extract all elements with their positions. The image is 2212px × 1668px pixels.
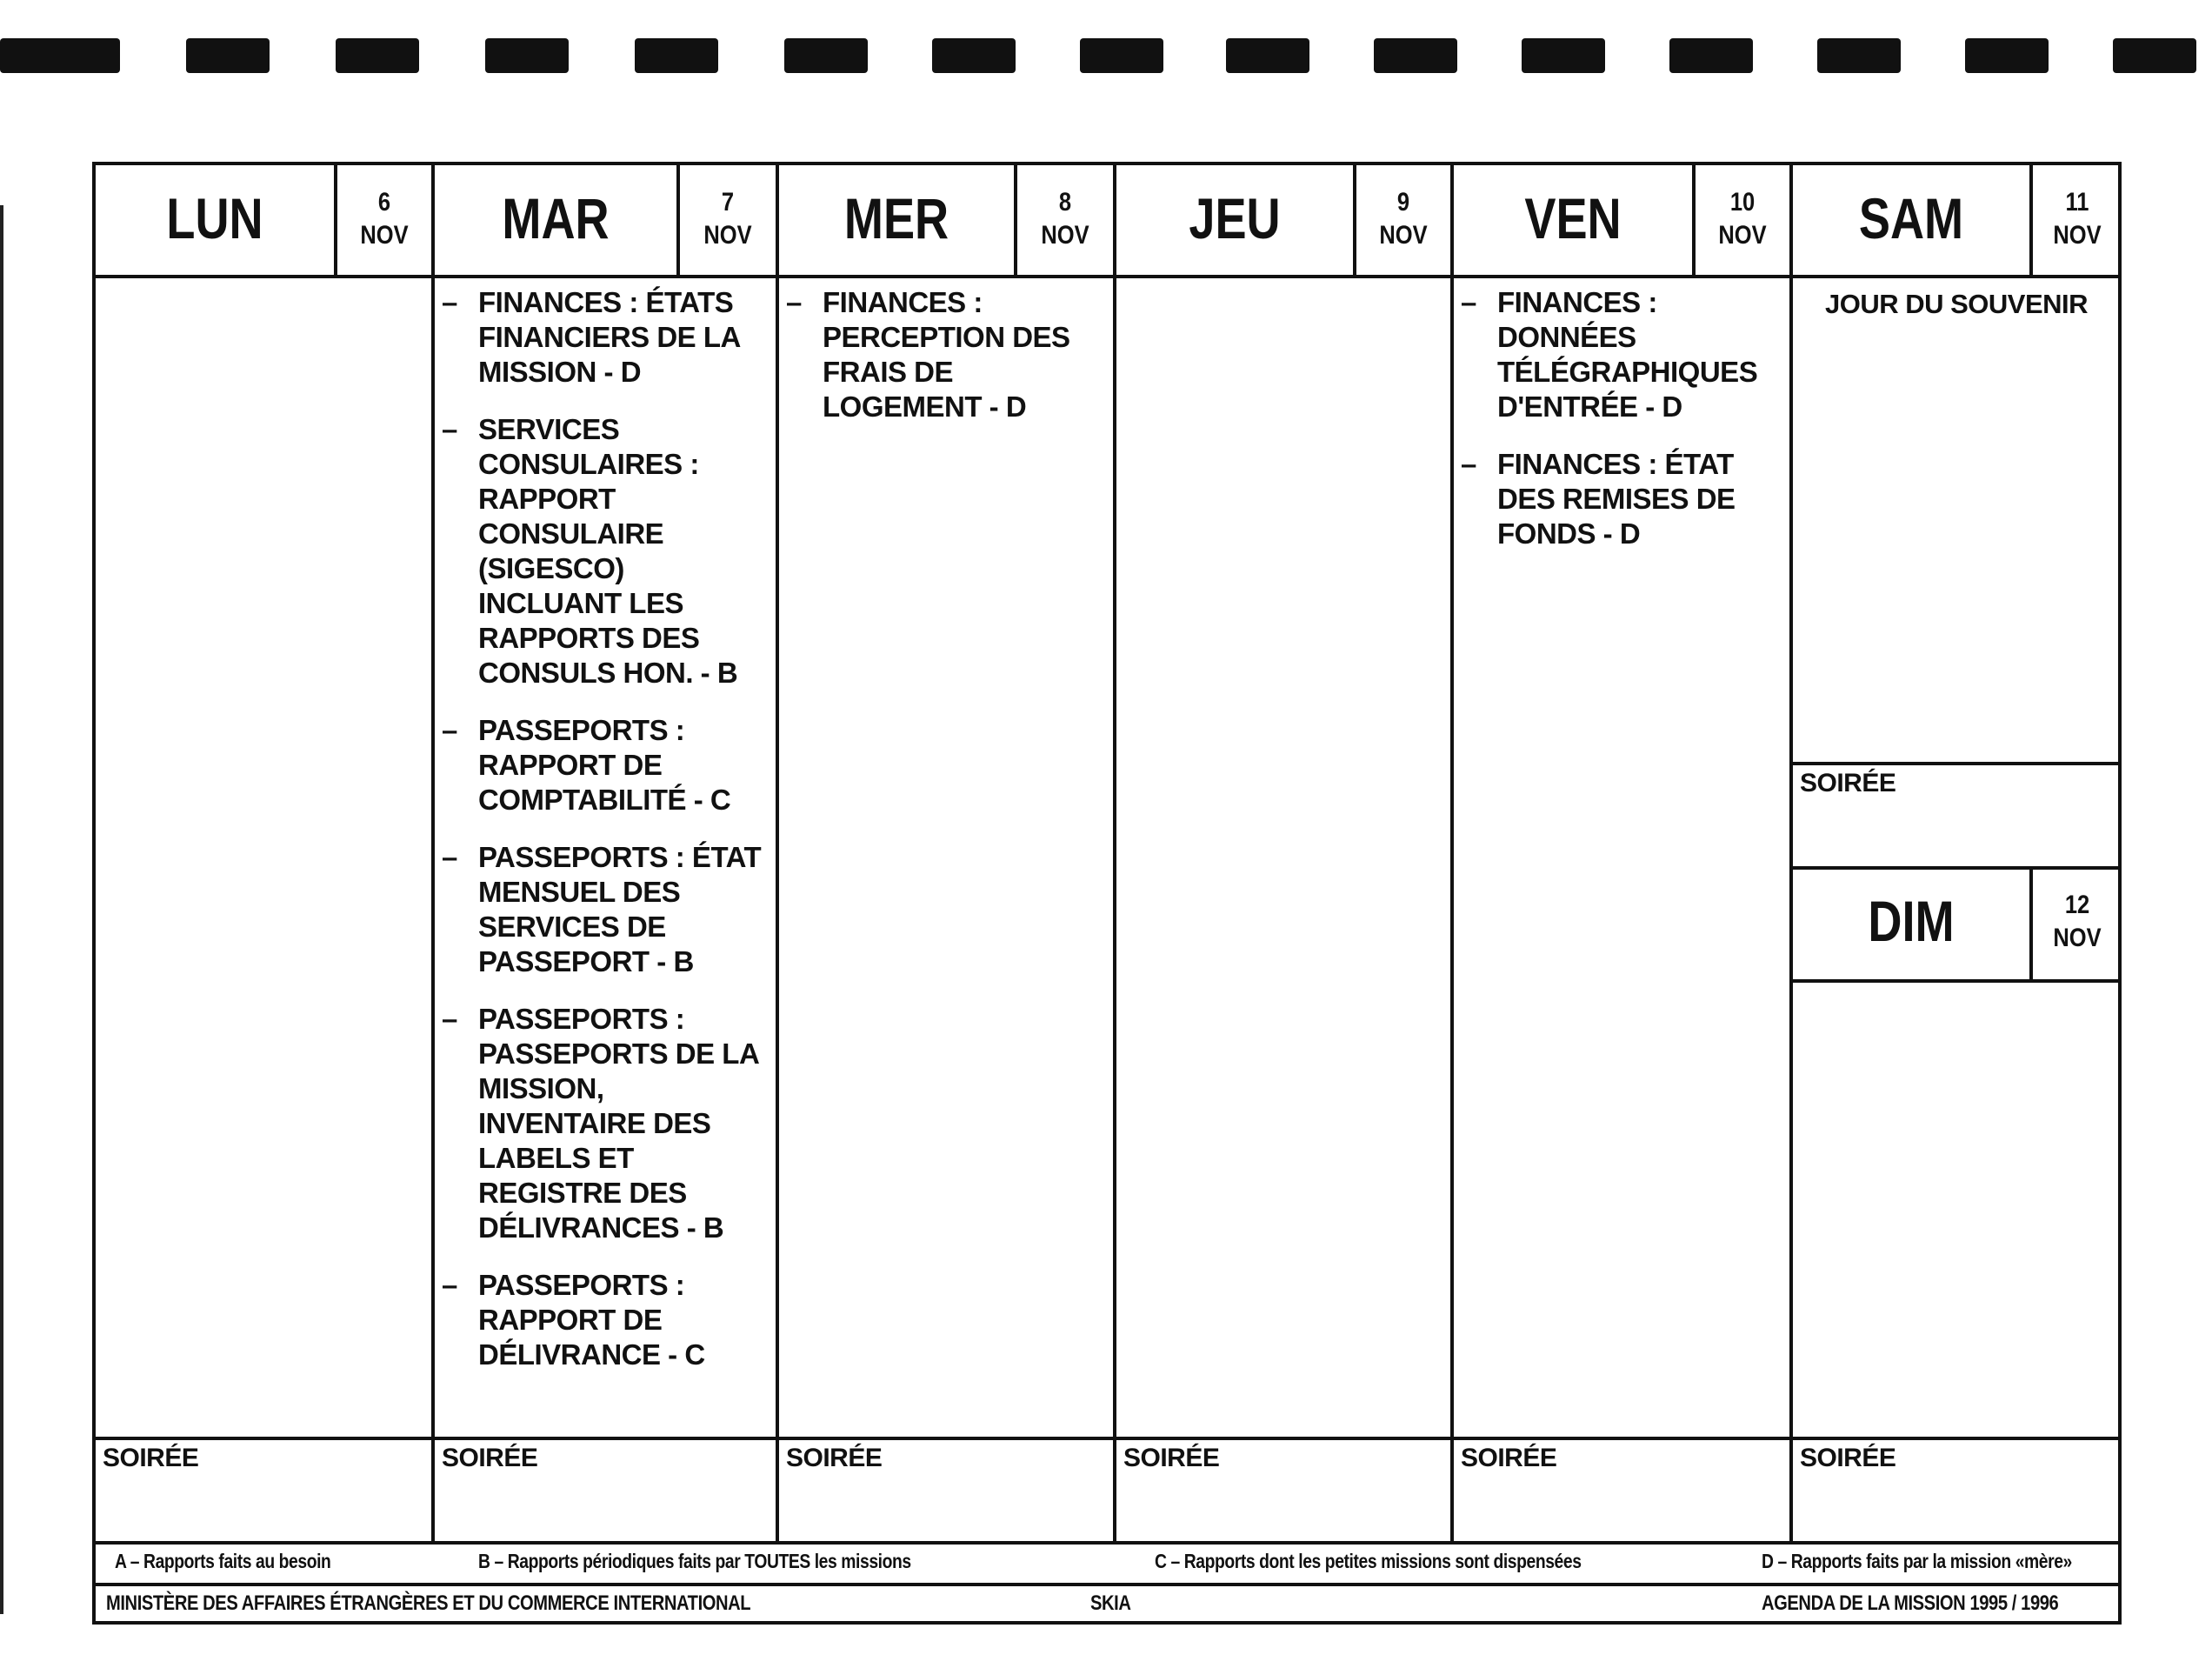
perforation-hole — [1226, 38, 1309, 73]
perforation-hole — [1817, 38, 1901, 73]
dash-marker: – — [442, 1269, 457, 1301]
day-date — [1363, 186, 1443, 252]
date-divider — [1692, 162, 1696, 278]
legend-item-a: A – Rapports faits au besoin — [115, 1550, 331, 1572]
day-number: 10 — [1729, 188, 1756, 217]
task-code: D — [1662, 390, 1682, 423]
task-code: C — [684, 1338, 705, 1371]
perforation-hole — [1669, 38, 1753, 73]
task-item — [442, 1002, 772, 1245]
agenda-text: AGENDA DE LA MISSION 1995 / 1996 — [1762, 1591, 2059, 1615]
day-number: 11 — [2065, 188, 2089, 217]
task-item — [442, 285, 772, 390]
ministry-text: MINISTÈRE DES AFFAIRES ÉTRANGÈRES ET DU COMMERCE INTERNATIONAL — [106, 1591, 751, 1615]
task-text: FINANCES : PERCEPTION DES FRAIS DE LOGEMENT - — [823, 286, 1070, 423]
sun-header-bottom-rule — [1789, 979, 2122, 983]
task-code: B — [703, 1211, 724, 1244]
perforation-hole — [1374, 38, 1457, 73]
dash-marker: – — [442, 286, 457, 318]
holiday-label: JOUR DU SOUVENIR — [1824, 289, 2089, 319]
day-number: 6 — [377, 188, 391, 217]
legend-code: C — [1155, 1550, 1167, 1572]
day-date — [687, 186, 769, 252]
column-divider — [431, 162, 435, 1545]
day-name: MER — [843, 186, 949, 250]
date-divider — [1014, 162, 1017, 278]
task-item — [442, 412, 772, 691]
legend-text: Rapports périodiques faits par TOUTES les missions — [507, 1550, 911, 1572]
evening-label-sam: SOIRÉE — [1800, 769, 1896, 797]
perforation-hole — [336, 38, 419, 73]
perforation-hole — [2113, 38, 2196, 73]
date-divider — [334, 162, 337, 278]
legend-text: Rapports faits par la mission «mère» — [1790, 1550, 2072, 1572]
column-divider — [1789, 162, 1793, 1545]
day-name: LUN — [166, 186, 263, 250]
day-name: VEN — [1524, 186, 1622, 250]
date-divider — [2029, 162, 2033, 278]
legend-code: B — [478, 1550, 490, 1572]
perforation-hole — [1080, 38, 1163, 73]
perforation-hole — [1965, 38, 2049, 73]
day-month: NOV — [703, 221, 752, 250]
task-item — [442, 713, 772, 817]
task-item — [786, 285, 1109, 424]
dash-marker: – — [442, 1003, 457, 1035]
day-month: NOV — [1041, 221, 1089, 250]
task-item — [1461, 447, 1784, 551]
task-text: PASSEPORTS : RAPPORT DE COMPTABILITÉ - — [478, 714, 703, 816]
task-code: D — [1005, 390, 1027, 423]
task-item — [442, 1268, 772, 1372]
day-date — [2040, 889, 2115, 955]
day-name: MAR — [502, 186, 610, 250]
ministry-name — [106, 1591, 873, 1616]
task-list-mar — [442, 285, 772, 1395]
task-text: FINANCES : DONNÉES TÉLÉGRAPHIQUES D'ENTRÉE - — [1497, 286, 1758, 423]
day-month: NOV — [2053, 221, 2102, 250]
evening-label-ven: SOIRÉE — [1461, 1444, 1557, 1472]
column-divider — [776, 162, 779, 1545]
task-code: D — [620, 356, 642, 388]
perforation-hole — [186, 38, 270, 73]
task-text: FINANCES : ÉTAT DES REMISES DE FONDS - — [1497, 448, 1736, 550]
task-text: FINANCES : ÉTATS FINANCIERS DE LA MISSION - — [478, 286, 740, 388]
perforation-hole — [1522, 38, 1605, 73]
task-item — [442, 840, 772, 979]
footer-center-code — [1090, 1591, 1138, 1616]
day-month: NOV — [360, 221, 409, 250]
center-text: SKIA — [1090, 1591, 1131, 1615]
task-list-mer — [786, 285, 1109, 447]
evening-label-jeu: SOIRÉE — [1123, 1444, 1220, 1472]
date-divider — [676, 162, 680, 278]
day-number: 7 — [721, 188, 735, 217]
column-divider — [1113, 162, 1116, 1545]
evening-rule — [92, 1437, 2122, 1440]
perforation-hole — [485, 38, 569, 73]
day-date — [2040, 186, 2115, 252]
evening-label-dim: SOIRÉE — [1800, 1444, 1896, 1472]
day-name: JEU — [1189, 186, 1281, 250]
legend-item-c: C – Rapports dont les petites missions sont dispensées — [1155, 1550, 1582, 1572]
task-code: B — [716, 657, 738, 689]
day-month: NOV — [1379, 221, 1428, 250]
task-text: PASSEPORTS : PASSEPORTS DE LA MISSION, INVENTAIRE DES LABELS ET REGISTRE DES DÉLIVRANCES - — [478, 1003, 759, 1244]
evening-label-mer: SOIRÉE — [786, 1444, 883, 1472]
sat-evening-rule — [1789, 762, 2122, 765]
sun-header-top-rule — [1789, 866, 2122, 870]
legend-text: Rapports dont les petites missions sont dispensées — [1183, 1550, 1582, 1572]
date-divider — [2029, 866, 2033, 983]
day-date — [344, 186, 424, 252]
day-name: SAM — [1858, 186, 1964, 250]
dash-marker: – — [442, 413, 457, 445]
header-rule — [92, 275, 2122, 278]
evening-label-lun: SOIRÉE — [103, 1444, 199, 1472]
day-month: NOV — [2053, 924, 2102, 952]
column-divider — [1450, 162, 1454, 1545]
perforation-hole — [0, 38, 120, 73]
perforation-hole — [635, 38, 718, 73]
binding-edge — [0, 205, 3, 1614]
day-name: DIM — [1868, 889, 1955, 953]
footer-top-rule — [92, 1583, 2122, 1586]
legend-text: Rapports faits au besoin — [143, 1550, 331, 1572]
day-number: 8 — [1058, 188, 1072, 217]
day-month: NOV — [1718, 221, 1767, 250]
legend-code: D — [1762, 1550, 1774, 1572]
day-date — [1702, 186, 1782, 252]
legend-item-d: D – Rapports faits par la mission «mère» — [1762, 1550, 2072, 1572]
dash-marker: – — [786, 286, 802, 318]
evening-label-mar: SOIRÉE — [442, 1444, 538, 1472]
day-number: 9 — [1396, 188, 1410, 217]
day-date — [1024, 186, 1106, 252]
task-text: SERVICES CONSULAIRES : RAPPORT CONSULAIRE (SIGESCO) INCLUANT LES RAPPORTS DES CONSULS HON. - — [478, 413, 710, 689]
task-text: PASSEPORTS : RAPPORT DE DÉLIVRANCE - — [478, 1269, 685, 1371]
legend-code: A — [115, 1550, 126, 1572]
date-divider — [1353, 162, 1356, 278]
dash-marker: – — [1461, 286, 1476, 318]
legend-top-rule — [92, 1541, 2122, 1545]
dash-marker: – — [442, 714, 457, 746]
task-code: B — [673, 945, 694, 977]
dash-marker: – — [442, 841, 457, 873]
perforation-hole — [784, 38, 868, 73]
task-code: C — [710, 784, 731, 816]
day-number: 12 — [2064, 891, 2090, 919]
agenda-title — [1762, 1591, 2115, 1616]
task-text: PASSEPORTS : ÉTAT MENSUEL DES SERVICES DE PASSEPORT - — [478, 841, 762, 977]
task-list-ven — [1461, 285, 1784, 574]
task-item — [1461, 285, 1784, 424]
dash-marker: – — [1461, 448, 1476, 480]
legend-item-b: B – Rapports périodiques faits par TOUTES les missions — [478, 1550, 911, 1572]
task-code: D — [1619, 517, 1641, 550]
perforation-hole — [932, 38, 1016, 73]
